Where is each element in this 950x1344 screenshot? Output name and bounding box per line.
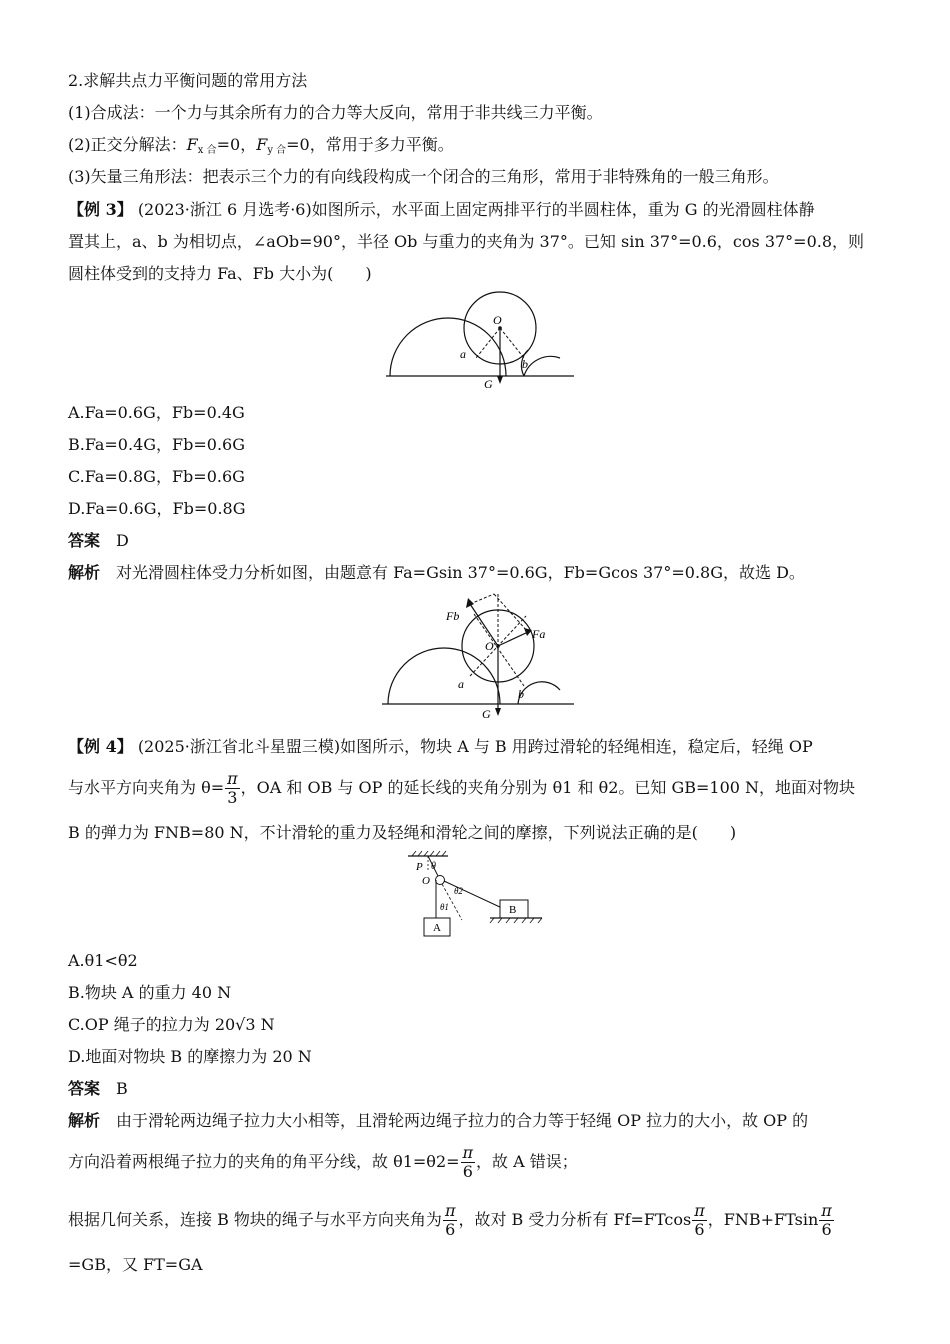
ex3-option-d: D.Fa=0.6G，Fb=0.8G bbox=[68, 499, 246, 518]
ex3-option-b: B.Fa=0.4G，Fb=0.6G bbox=[68, 435, 246, 454]
fig2-label-G: G bbox=[482, 707, 491, 721]
fig3-label-theta: θ bbox=[431, 861, 436, 872]
section-heading: 2.求解共点力平衡问题的常用方法 bbox=[68, 71, 308, 90]
fig1-label-O: O bbox=[493, 313, 502, 327]
method-3: (3)矢量三角形法：把表示三个力的有向线段构成一个闭合的三角形，常用于非特殊角的一般三角形。 bbox=[68, 167, 779, 186]
fig2-label-Fb: Fb bbox=[446, 609, 460, 623]
fig2-label-Fa: Fa bbox=[532, 627, 546, 641]
ex4-option-c: C.OP 绳子的拉力为 20√3 N bbox=[68, 1015, 275, 1034]
ex4-analysis-4: =GB，又 FT=GA bbox=[68, 1255, 203, 1274]
ex4-option-b: B.物块 A 的重力 40 N bbox=[68, 983, 232, 1002]
fig3-label-A: A bbox=[433, 922, 441, 934]
example4-line1: 【例 4】 (2025·浙江省北斗星盟三模)如图所示，物块 A 与 B 用跨过滑轮的轻绳相连，稳定后，轻绳 OP bbox=[68, 737, 813, 756]
ex3-analysis: 解析 对光滑圆柱体受力分析如图，由题意有 Fa=Gsin 37°=0.6G，Fb=Gcos 37°=0.8G，故选 D。 bbox=[68, 563, 805, 582]
ex3-option-c: C.Fa=0.8G，Fb=0.6G bbox=[68, 467, 245, 486]
fig3-label-theta2: θ2 bbox=[454, 886, 463, 896]
method-1: (1)合成法：一个力与其余所有力的合力等大反向，常用于非共线三力平衡。 bbox=[68, 103, 603, 122]
fig1-label-G: G bbox=[484, 377, 493, 390]
example3-line1: 【例 3】 (2023·浙江 6 月选考·6)如图所示，水平面上固定两排平行的半圆柱体，重为 G 的光滑圆柱体静 bbox=[68, 200, 815, 219]
fig3-label-theta1: θ1 bbox=[440, 902, 449, 912]
example4-figure bbox=[402, 850, 552, 942]
ex3-answer: 答案 D bbox=[68, 531, 129, 550]
example3-figure bbox=[380, 288, 580, 390]
example3-line2: 置其上，a、b 为相切点，∠aOb=90°，半径 Ob 与重力的夹角为 37°。已知 sin 37°=0.6，cos 37°=0.8，则 bbox=[68, 232, 865, 251]
ex4-analysis-3: 根据几何关系，连接 B 物块的绳子与水平方向夹角为 $\frac{\pi}{6}$ ，故对 B 受力分析有 Ff=FTcos $\frac{\pi}{6}$ ，FNB+FTsin $\frac{\pi}{6}$ bbox=[68, 1201, 832, 1239]
fig1-label-a: a bbox=[460, 347, 466, 361]
ex3-option-a: A.Fa=0.6G，Fb=0.4G bbox=[68, 403, 245, 422]
ex4-analysis-2: 方向沿着两根绳子拉力的夹角的角平分线，故 θ1=θ2= $\frac{\pi}{6}$ ，故 A 错误； bbox=[68, 1143, 578, 1181]
fig3-label-B: B bbox=[509, 904, 517, 916]
example4-line2: 与水平方向夹角为 θ= $\frac{\pi}{3}$ ，OA 和 OB 与 OP 的延长线的夹角分别为 θ1 和 θ2。已知 GB=100 N，地面对物块 bbox=[68, 769, 856, 807]
fig3-label-O: O bbox=[422, 875, 430, 887]
fig1-label-b: b bbox=[522, 357, 528, 371]
method-2: (2)正交分解法：$F_{x 合}=0$，$F_{y 合}=0$，常用于多力平衡。 bbox=[68, 135, 454, 156]
ex4-answer: 答案 B bbox=[68, 1079, 128, 1098]
ex4-option-d: D.地面对物块 B 的摩擦力为 20 N bbox=[68, 1047, 312, 1066]
example4-line3: B 的弹力为 FNB=80 N，不计滑轮的重力及轻绳和滑轮之间的摩擦，下列说法正确的是( ) bbox=[68, 823, 737, 842]
example3-force-figure bbox=[378, 590, 578, 722]
ex4-analysis-1: 解析 由于滑轮两边绳子拉力大小相等，且滑轮两边绳子拉力的合力等于轻绳 OP 拉力的大小，故 OP 的 bbox=[68, 1111, 809, 1130]
example3-line3: 圆柱体受到的支持力 Fa、Fb 大小为( ) bbox=[68, 264, 372, 283]
fig3-label-P: P bbox=[416, 861, 423, 873]
fig2-label-b: b bbox=[518, 687, 524, 701]
ex4-option-a: A.θ1<θ2 bbox=[68, 951, 138, 970]
fig2-label-a: a bbox=[458, 677, 464, 691]
fig2-label-O: O bbox=[485, 639, 494, 653]
